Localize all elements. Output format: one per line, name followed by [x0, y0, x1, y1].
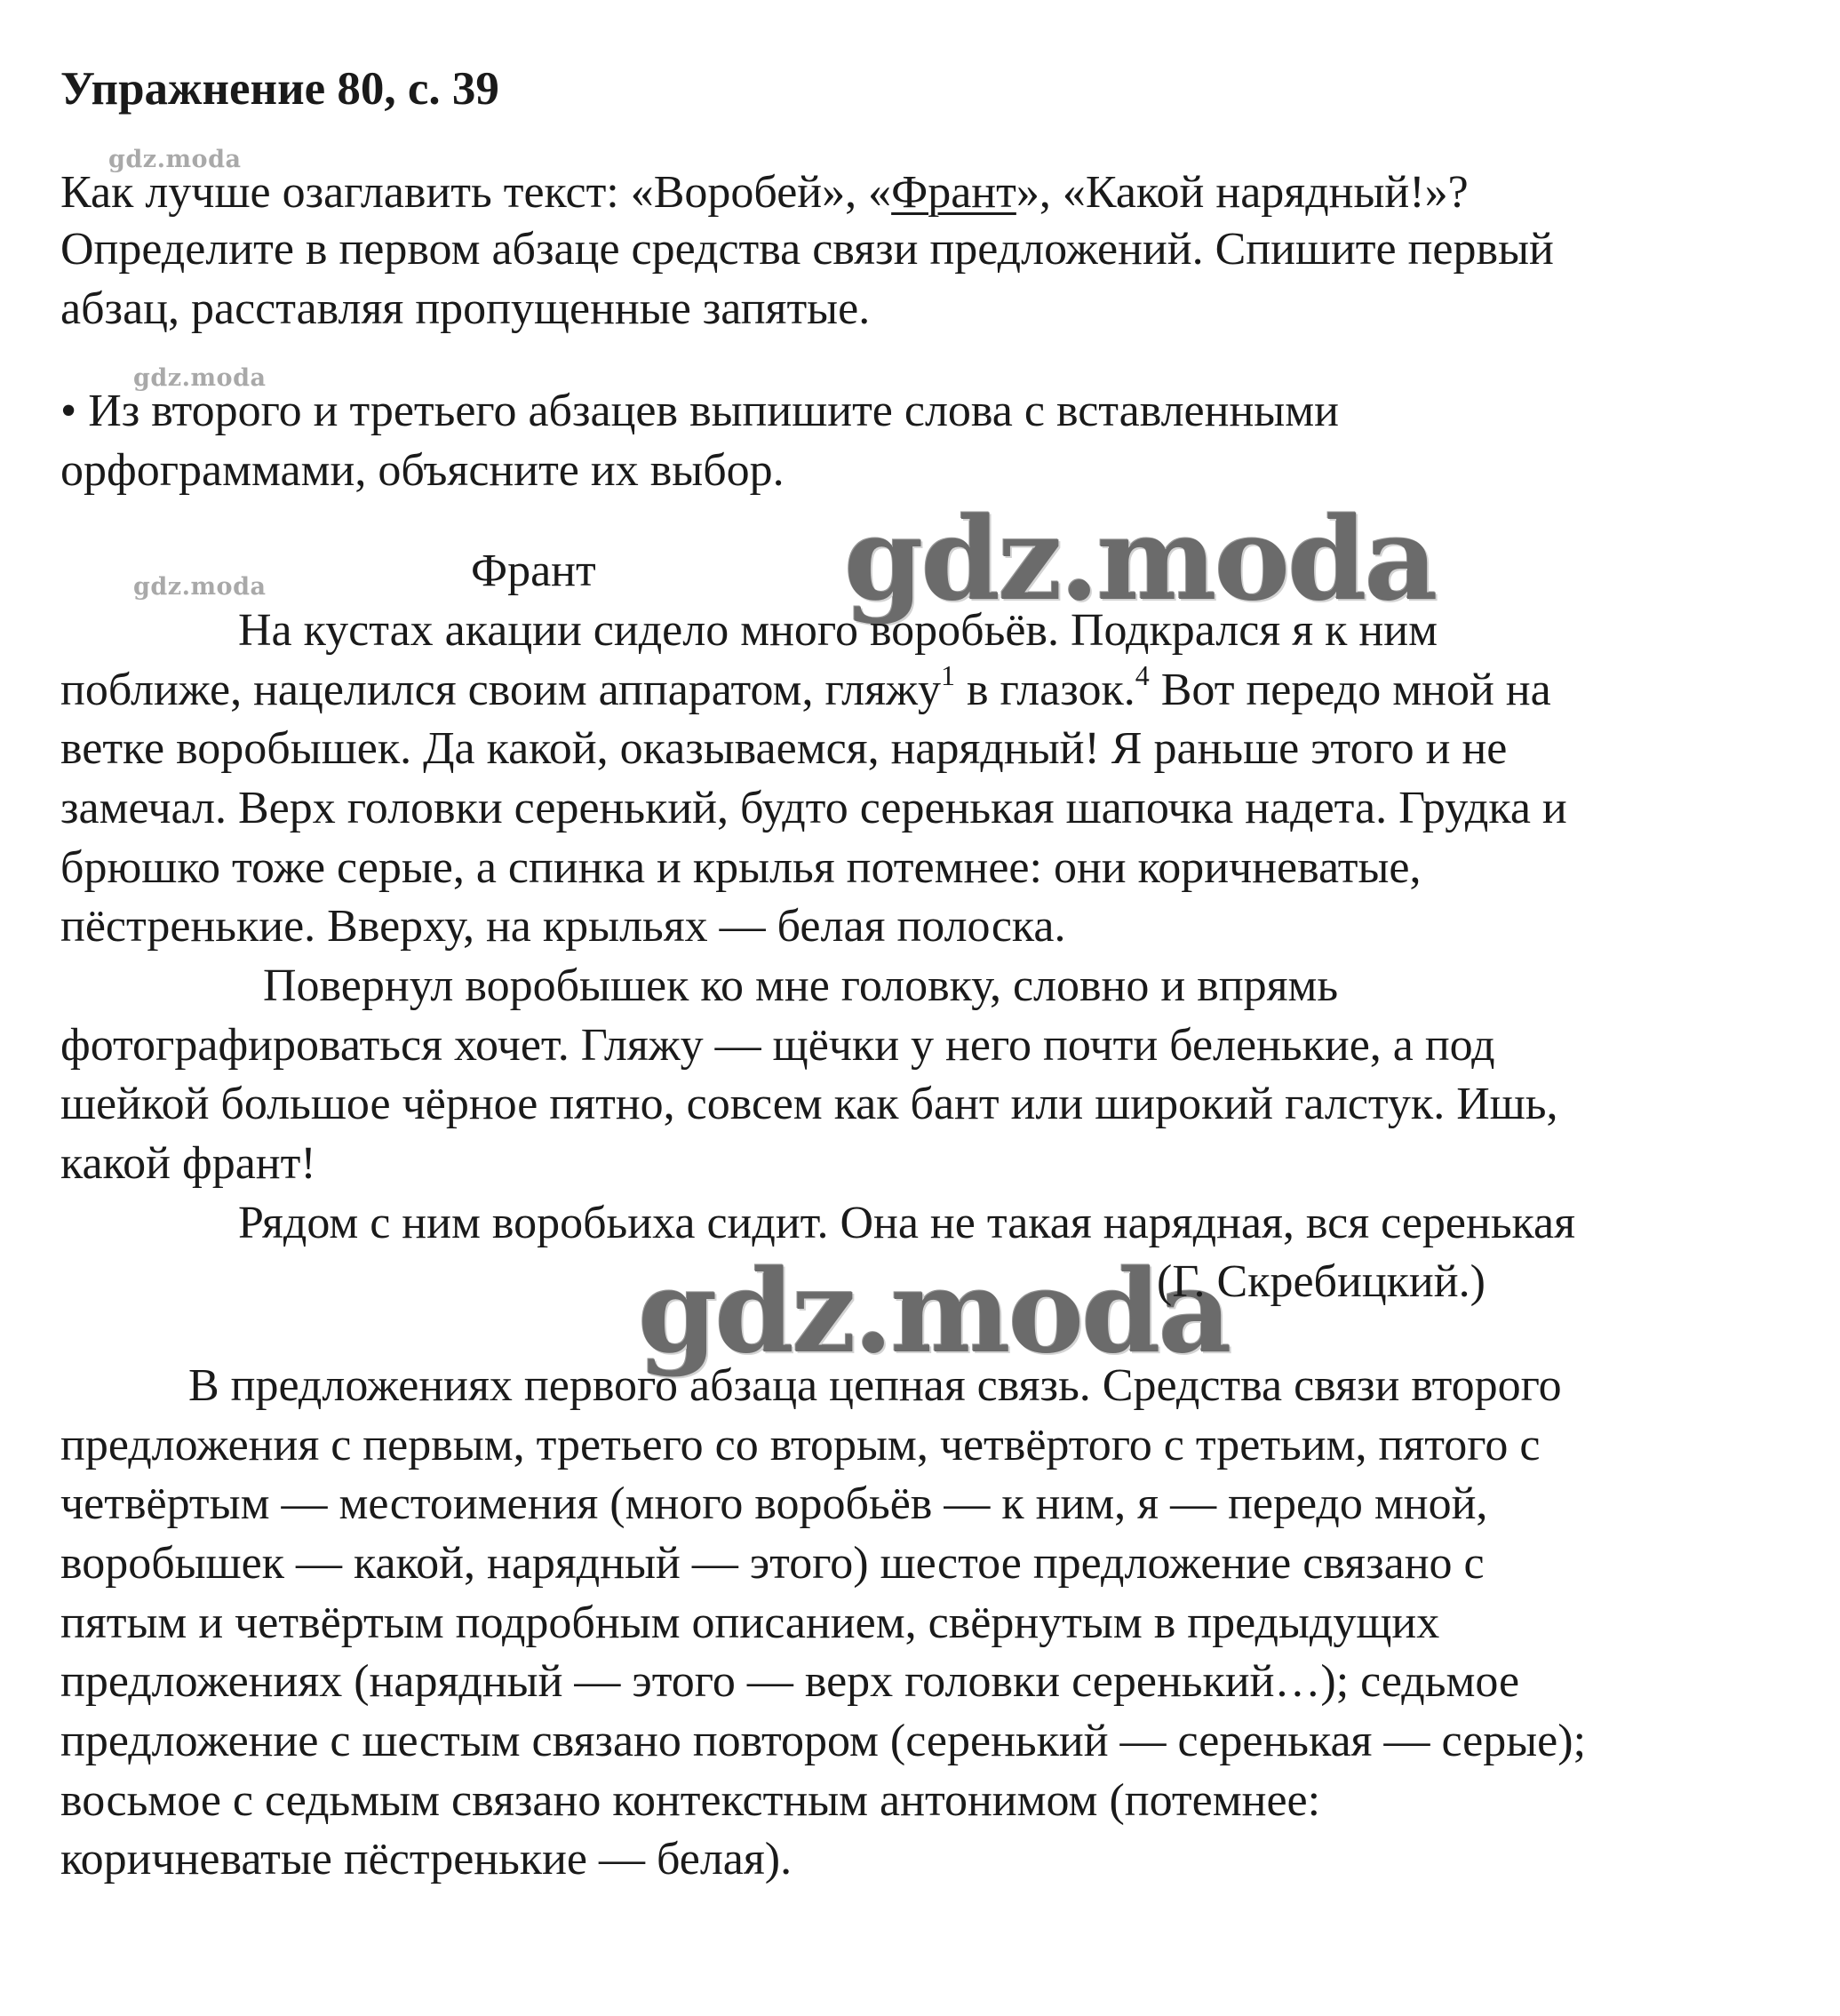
exercise-title: Упражнение 80, с. 39 [60, 63, 499, 115]
watermark-small-2: gdz.moda [133, 364, 267, 392]
p1-line-4: замечал. Верх головки серенький, будто серенькая шапочка надета. Грудка и [60, 783, 1567, 833]
task-line-1 [60, 163, 1469, 222]
p1-line-2-c: Вот передо мной на [1149, 665, 1551, 715]
task-line-1-end: », «Какой нарядный!»? [1016, 167, 1469, 218]
watermark-large-2: gdz.moda [638, 1246, 1230, 1379]
p1-line-3: ветке воробышек. Да какой, оказываемся, нарядный! Я раньше этого и не [60, 723, 1508, 774]
p2-line-3: шейкой большое чёрное пятно, совсем как бант или широкий галстук. Ишь, [60, 1079, 1558, 1129]
answer-line-9: коричневатые пёстренькие — белая). [60, 1834, 793, 1885]
answer-line-5: пятым и четвёртым подробным описанием, свёрнутым в предыдущих [60, 1598, 1440, 1648]
task-line-1-start: Как лучше озаглавить текст: «Воробей», « [60, 167, 892, 218]
watermark-small-3: gdz.moda [133, 573, 267, 601]
superscript-1: 1 [940, 659, 955, 691]
answer-line-1: В предложениях первого абзаца цепная связь. Средства связи второго [188, 1360, 1562, 1411]
watermark-small-1: gdz.moda [108, 146, 242, 173]
answer-line-4: воробышек — какой, нарядный — этого) шестое предложение связано с [60, 1538, 1485, 1589]
superscript-4: 4 [1135, 659, 1150, 691]
task-line-3: абзац, расставляя пропущенные запятые. [60, 283, 871, 334]
watermark-large-1: gdz.moda [844, 493, 1436, 626]
p1-line-2-b: в глазок. [954, 665, 1135, 715]
task-line-4: • Из второго и третьего абзацев выпишите слова с вставленными [60, 386, 1339, 436]
p2-line-1: Повернул воробышек ко мне головку, словно и впрямь [263, 960, 1339, 1011]
p1-line-2-a: поближе, нацелился своим аппаратом, гляжу [60, 665, 941, 715]
underlined-title-word: Франт [891, 167, 1016, 218]
p1-line-6: пёстренькие. Вверху, на крыльях — белая полоска. [60, 901, 1066, 952]
task-line-2: Определите в первом абзаце средства связи предложений. Спишите первый [60, 224, 1554, 275]
answer-line-3: четвёртым — местоимения (много воробьёв — к ним, я — передо мной, [60, 1478, 1488, 1529]
p3-line-1: Рядом с ним воробьиха сидит. Она не такая нарядная, вся серенькая [238, 1198, 1576, 1248]
p1-line-2 [60, 661, 1551, 724]
task-line-5: орфограммами, объясните их выбор. [60, 445, 785, 496]
text-title: Франт [471, 546, 596, 596]
answer-line-8: восьмое с седьмым связано контекстным антонимом (потемнее: [60, 1775, 1321, 1826]
p2-line-2: фотографироваться хочет. Гляжу — щёчки у него почти беленькие, а под [60, 1020, 1495, 1071]
p2-line-4: какой франт! [60, 1138, 316, 1189]
answer-line-7: предложение с шестым связано повтором (серенький — серенькая — серые); [60, 1716, 1587, 1766]
p1-line-5: брюшко тоже серые, а спинка и крылья потемнее: они коричневатые, [60, 842, 1422, 893]
answer-line-2: предложения с первым, третьего со вторым, четвёртого с третьим, пятого с [60, 1420, 1541, 1470]
p1-line-1: На кустах акации сидело много воробьёв. Подкрался я к ним [238, 605, 1438, 656]
author-attribution: (Г. Скребицкий.) [1157, 1256, 1486, 1307]
answer-line-6: предложениях (нарядный — этого — верх головки серенький…); седьмое [60, 1656, 1520, 1707]
